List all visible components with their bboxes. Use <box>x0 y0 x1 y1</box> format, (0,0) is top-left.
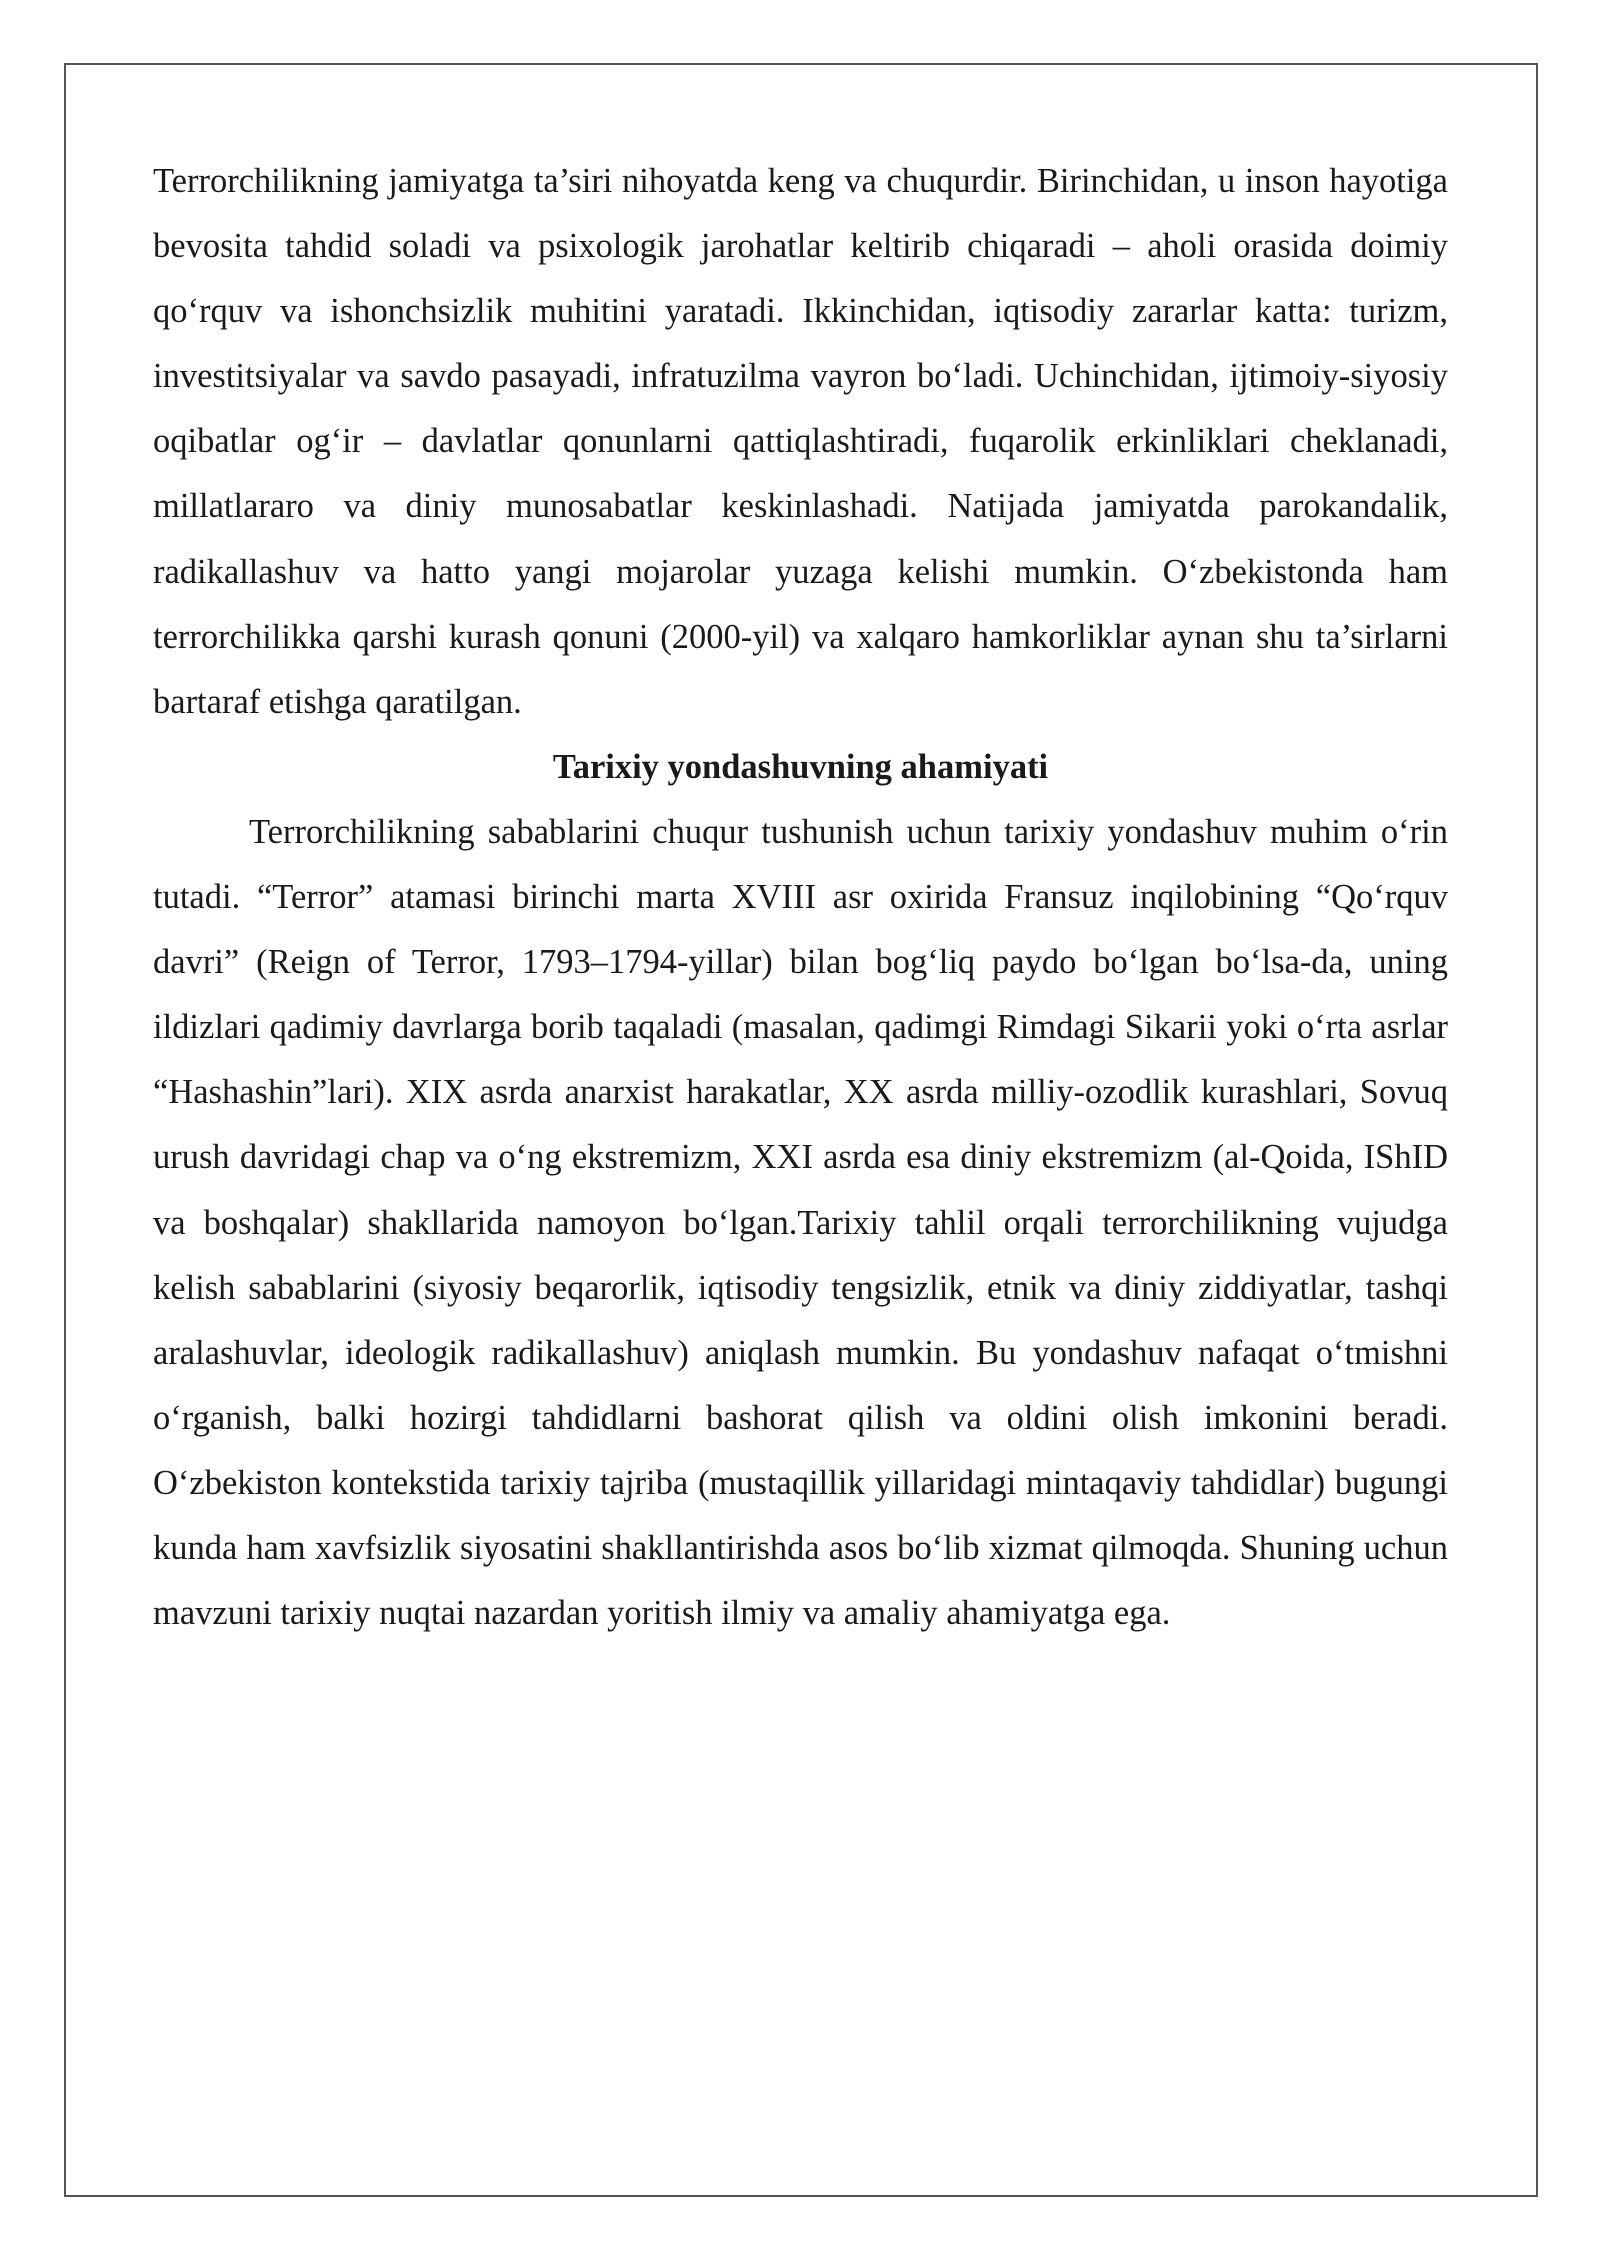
body-paragraph-impact: Terrorchilikning jamiyatga ta’siri nihoyatda keng va chuqurdir. Birinchidan, u inson hayotiga bevosita tahdid soladi va psixologik jarohatlar keltirib chiqaradi – aholi orasida doimiy qo‘rquv va ishonchsizlik muhitini yaratadi. Ikkinchidan, iqtisodiy zararlar katta: turizm, investitsiyalar va savdo pasayadi, infratuzilma vayron bo‘ladi. Uchinchidan, ijtimoiy-siyosiy oqibatlar og‘ir – davlatlar qonunlarni qattiqlashtiradi, fuqarolik erkinliklari cheklanadi, millatlararo va diniy munosabatlar keskinlashadi. Natijada jamiyatda parokandalik, radikallashuv va hatto yangi mojarolar yuzaga kelishi mumkin. O‘zbekistonda ham terrorchilikka qarshi kurash qonuni (2000-yil) va xalqaro hamkorliklar aynan shu ta’sirlarni bartaraf etishga qaratilgan. <box>153 162 1448 721</box>
section-heading: Tarixiy yondashuvning ahamiyati <box>552 747 1049 786</box>
body-paragraph-historical-approach: Terrorchilikning sabablarini chuqur tushunish uchun tarixiy yondashuv muhim o‘rin tutadi. “Terror” atamasi birinchi marta XVIII asr oxirida Fransuz inqilobining “Qo‘rquv davri” (Reign of Terror, 1793–1794-yillar) bilan bog‘liq paydo bo‘lgan bo‘lsa-da, uning ildizlari qadimiy davrlarga borib taqaladi (masalan, qadimgi Rimdagi Sikarii yoki o‘rta asrlar “Hashashin”lari). XIX asrda anarxist harakatlar, XX asrda milliy-ozodlik kurashlari, Sovuq urush davridagi chap va o‘ng ekstremizm, XXI asrda esa diniy ekstremizm (al-Qoida, IShID va boshqalar) shakllarida namoyon bo‘lgan.Tarixiy tahlil orqali terrorchilikning vujudga kelish sabablarini (siyosiy beqarorlik, iqtisodiy tengsizlik, etnik va diniy ziddiyatlar, tashqi aralashuvlar, ideologik radikallashuv) aniqlash mumkin. Bu yondashuv nafaqat o‘tmishni o‘rganish, balki hozirgi tahdidlarni bashorat qilish va oldini olish imkonini beradi. O‘zbekiston kontekstida tarixiy tajriba (mustaqillik yillaridagi mintaqaviy tahdidlar) bugungi kunda ham xavfsizlik siyosatini shakllantirishda asos bo‘lib xizmat qilmoqda. Shuning uchun mavzuni tarixiy nuqtai nazardan yoritish ilmiy va amaliy ahamiyatga ega. <box>153 812 1448 1633</box>
document-body <box>153 149 1448 1646</box>
